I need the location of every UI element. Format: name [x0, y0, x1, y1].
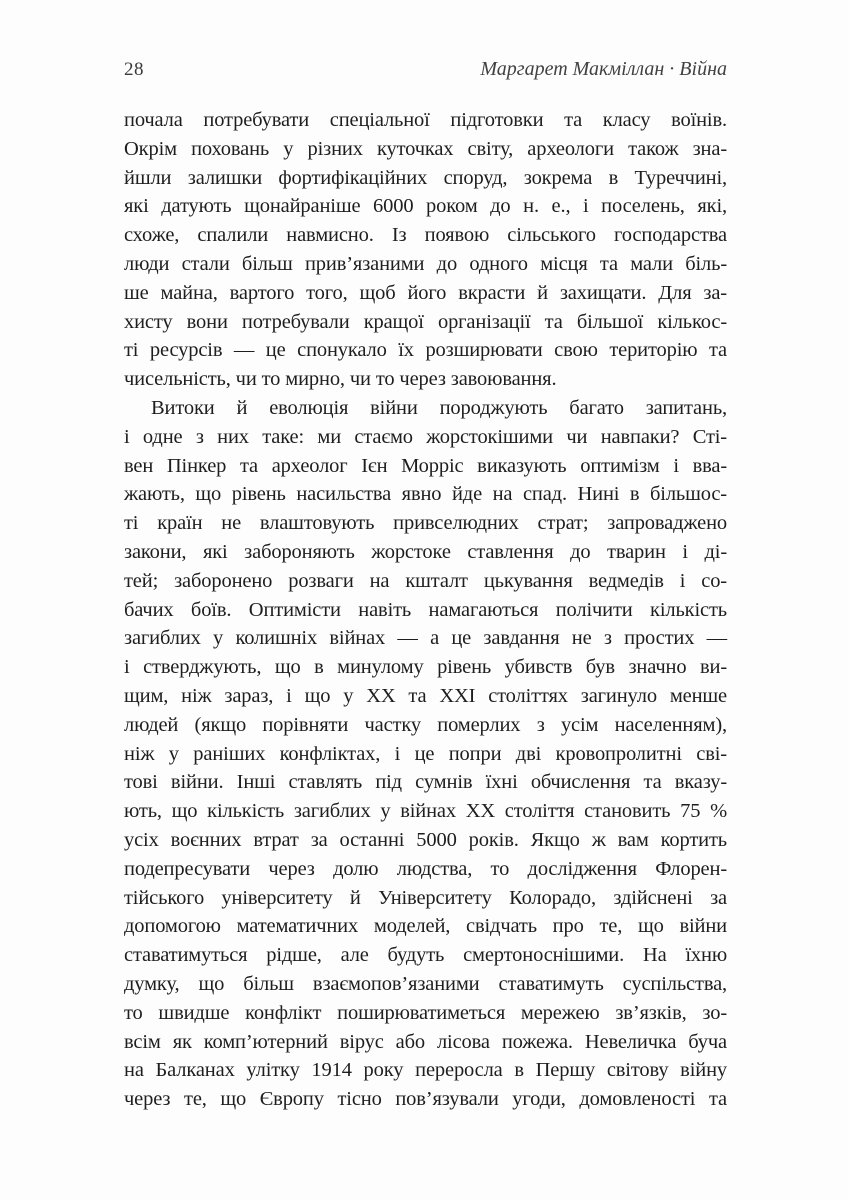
text-line: закони, які забороняють жорстоке ставлення до тварин і ді-	[124, 540, 727, 563]
text-line: подепресувати через долю людства, то дослідження Флорен-	[124, 857, 727, 880]
text-line: жають, що рівень насильства явно йде на спад. Нині в більшос-	[124, 483, 727, 506]
text-line: людей (якщо порівняти частку померлих з усім населенням),	[124, 713, 727, 736]
paragraph	[124, 106, 727, 394]
text-line: щим, ніж зараз, і що у ХХ та ХХІ століттях загинуло менше	[124, 684, 727, 707]
text-line: які датують щонайраніше 6000 роком до н. е., і поселень, які,	[124, 195, 727, 218]
text-line: вен Пінкер та археолог Ієн Морріс виказують оптимізм і вва-	[124, 454, 727, 477]
text-line: всім як комп’ютерний вірус або лісова пожежа. Невеличка буча	[124, 1030, 727, 1053]
text-line: тійського університету й Університету Колорадо, здійснені за	[124, 886, 727, 909]
text-line: бачих боїв. Оптимісти навіть намагаються полічити кількість	[124, 598, 727, 621]
text-block	[124, 106, 727, 1114]
text-line: ніж у раніших конфліктах, і це попри дві кровопролитні сві-	[124, 742, 727, 765]
text-line: Витоки й еволюція війни породжують багато запитань,	[151, 396, 727, 419]
text-line: чисельність, чи то мирно, чи то через завоювання.	[124, 368, 557, 391]
text-line: схоже, спалили навмисно. Із появою сільського господарства	[124, 224, 727, 247]
text-line: і одне з них таке: ми стаємо жорстокішими чи навпаки? Сті-	[124, 425, 727, 448]
text-line: тей; заборонено розваги на кшталт цькування ведмедів і со-	[124, 569, 727, 592]
text-line: ставатимуться рідше, але будуть смертоноснішими. На їхню	[124, 944, 727, 967]
running-title: Маргарет Макміллан · Війна	[480, 58, 727, 80]
text-line: через те, що Європу тісно пов’язували угоди, домовленості та	[124, 1088, 727, 1111]
text-line: думку, що більш взаємопов’язаними ставатимуть суспільства,	[124, 972, 727, 995]
text-line: люди стали більш прив’язаними до одного місця та мали біль-	[124, 252, 727, 275]
page-number: 28	[124, 59, 144, 80]
text-line: на Балканах улітку 1914 року переросла в Першу світову війну	[124, 1059, 727, 1082]
text-line: то швидше конфлікт поширюватиметься мережею зв’язків, зо-	[124, 1001, 727, 1024]
text-line: ті ресурсів — це спонукало їх розширювати свою територію та	[124, 339, 727, 362]
text-line: почала потребувати спеціальної підготовки та класу воїнів.	[124, 109, 727, 131]
text-line: Окрім поховань у різних куточках світу, археологи також зна-	[124, 137, 727, 160]
text-line: ті країн не влаштовують привселюдних страт; запроваджено	[124, 512, 727, 535]
text-line: усіх воєнних втрат за останні 5000 років. Якщо ж вам кортить	[124, 828, 727, 851]
text-line: хисту вони потребували кращої організації та більшої кількос-	[124, 310, 727, 333]
text-line: загиблих у колишніх війнах — а це завдання не з простих —	[124, 627, 727, 650]
running-header	[124, 57, 727, 82]
text-line: і стверджують, що в минулому рівень убивств був значно ви-	[124, 656, 727, 679]
text-line: ше майна, вартого того, щоб його вкрасти й захищати. Для за-	[124, 281, 727, 304]
text-line: допомогою математичних моделей, свідчать про те, що війни	[124, 915, 727, 938]
text-line: ють, що кількість загиблих у війнах ХХ століття становить 75 %	[124, 800, 727, 823]
text-line: йшли залишки фортифікаційних споруд, зокрема в Туреччині,	[124, 166, 727, 189]
text-line: тові війни. Інші ставлять під сумнів їхні обчислення та вказу-	[124, 771, 727, 794]
paragraph	[124, 394, 727, 1114]
